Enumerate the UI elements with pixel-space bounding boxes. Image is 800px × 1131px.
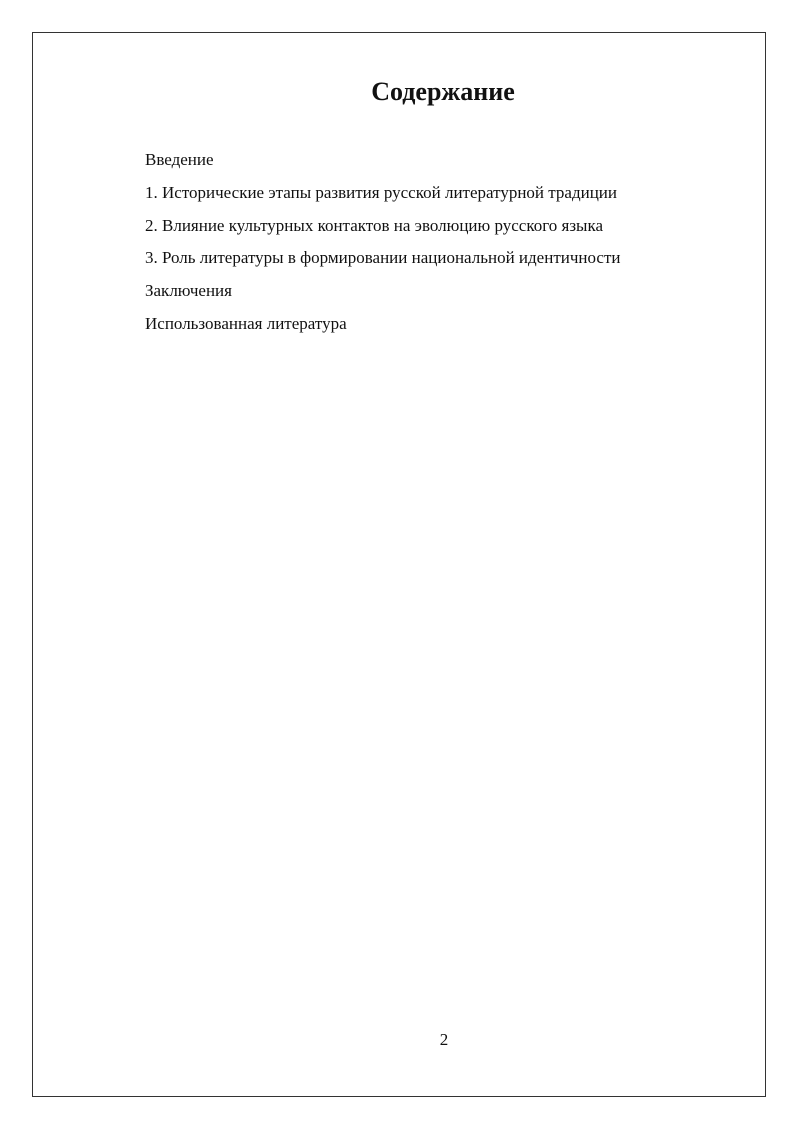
toc-item-chapter-2: 2. Влияние культурных контактов на эволюцию русского языка (145, 215, 604, 235)
toc-item-references: Использованная литература (145, 313, 347, 333)
toc-item-conclusion: Заключения (145, 281, 232, 301)
toc-item-chapter-3: 3. Роль литературы в формировании национальной идентичности (145, 248, 621, 268)
page-number: 2 (439, 1030, 449, 1049)
page-title: Содержание (371, 77, 515, 106)
table-of-contents (145, 144, 621, 341)
toc-item-chapter-1: 1. Исторические этапы развития русской литературной традиции (145, 182, 617, 202)
toc-item-introduction: Введение (145, 150, 214, 169)
